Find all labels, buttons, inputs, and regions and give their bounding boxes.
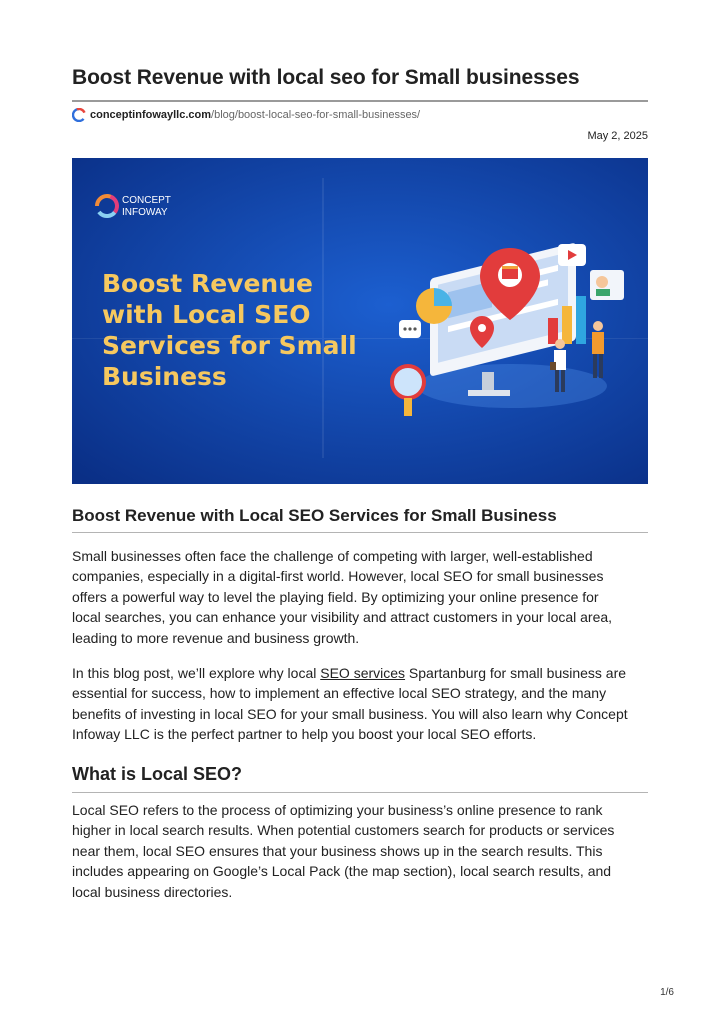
section-heading-what-is-local-seo: What is Local SEO? <box>72 764 243 784</box>
text-line: higher in local search results. When potential customers search for products or services <box>72 822 615 839</box>
text-line: essential for success, how to implement an effective local SEO strategy, and the many <box>72 685 607 702</box>
source-path[interactable]: /blog/boost-local-seo-for-small-businesses/ <box>211 109 421 121</box>
text-line <box>72 663 652 683</box>
hero-headline-line3: Services for Small <box>102 331 357 360</box>
text-line: Small businesses often face the challenge of competing with larger, well-established <box>72 548 593 564</box>
section-heading-boost-revenue: Boost Revenue with Local SEO Services for Small Business <box>72 506 557 525</box>
blog-overview-paragraph <box>72 663 652 745</box>
article-title: Boost Revenue with local seo for Small businesses <box>72 66 580 89</box>
section-divider <box>72 532 648 533</box>
local-seo-definition-paragraph <box>72 800 652 902</box>
hero-headline-line2: with Local SEO <box>102 300 311 329</box>
text-line: near them, local SEO ensures that your business shows up in the search results. This <box>72 842 603 859</box>
section-divider <box>72 792 648 793</box>
text-line: local searches, you can enhance your visibility and attract customers in your local area, <box>72 609 613 626</box>
site-favicon-icon <box>72 108 86 122</box>
text-line: local business directories. <box>72 883 233 900</box>
publish-date: May 2, 2025 <box>587 130 648 142</box>
page-number: 1/6 <box>660 987 674 998</box>
logo-line2: INFOWAY <box>122 207 168 218</box>
text-line: Local SEO refers to the process of optimizing your business’s online presence to rank <box>72 802 603 818</box>
seo-services-link[interactable]: SEO services <box>320 665 406 681</box>
text-line: leading to more revenue and business growth. <box>72 629 360 646</box>
hero-headline-line1: Boost Revenue <box>102 269 313 298</box>
text-line: benefits of investing in local SEO for your small business. You will also learn why Concept <box>72 705 628 722</box>
text-line: Infoway LLC is the perfect partner to help you boost your local SEO efforts. <box>72 726 537 743</box>
title-divider <box>72 100 648 102</box>
source-domain[interactable]: conceptinfowayllc.com <box>90 109 212 121</box>
logo-line1: CONCEPT <box>122 195 171 206</box>
text-segment: Spartanburg for small business are <box>405 665 627 681</box>
intro-paragraph <box>72 546 652 648</box>
text-segment: In this blog post, we’ll explore why local <box>72 665 321 681</box>
text-line: companies, especially in a digital-first world. However, local SEO for small businesses <box>72 568 604 585</box>
text-line: offers a powerful way to level the playing field. By optimizing your online presence for <box>72 588 599 605</box>
hero-headline-line4: Business <box>102 362 227 391</box>
hero-banner-image <box>72 158 648 484</box>
source-line[interactable] <box>72 107 420 123</box>
text-line: includes appearing on Google’s Local Pack (the map section), local search results, and <box>72 863 612 880</box>
